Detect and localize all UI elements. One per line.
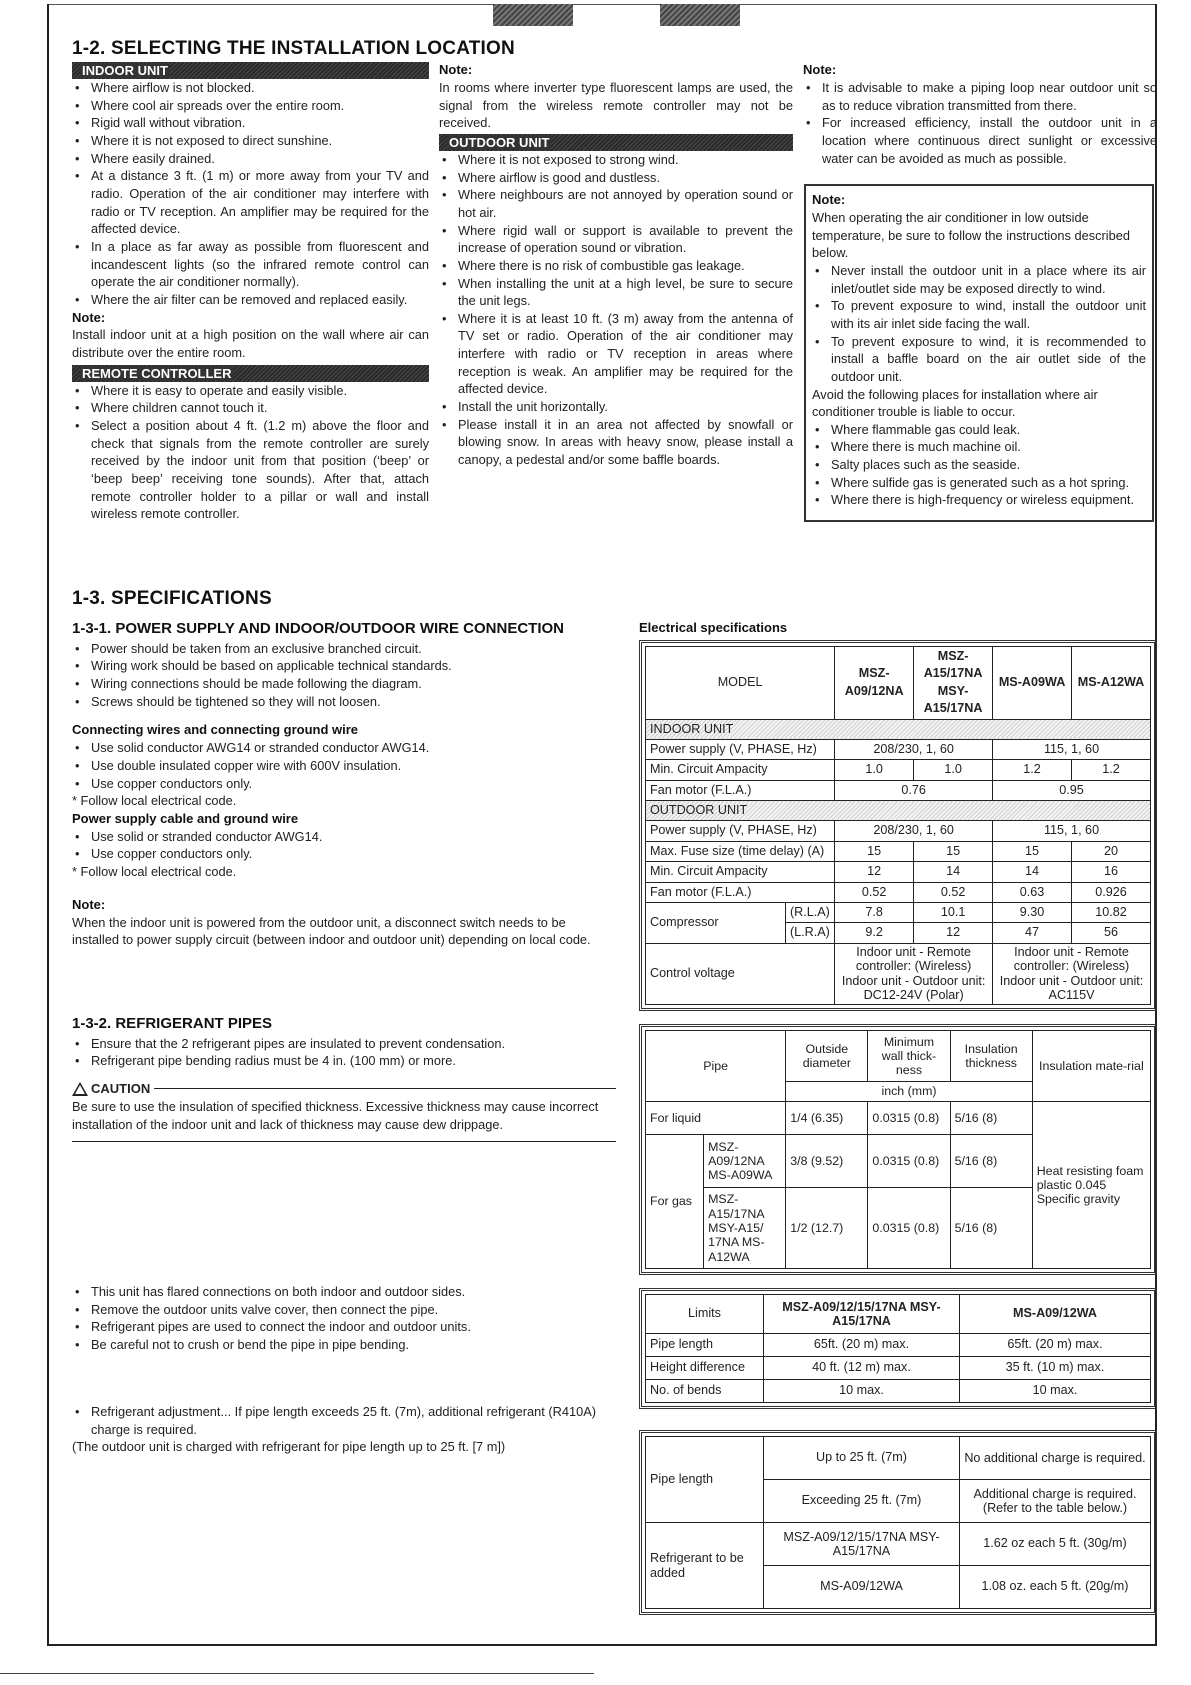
cell: 5/16 (8) — [950, 1188, 1032, 1269]
material-cell: Heat resisting foam plastic 0.045 Specific gravity — [1032, 1102, 1150, 1269]
top-rule — [49, 4, 1155, 5]
outdoor-unit-band: OUTDOOR UNIT — [646, 801, 1151, 821]
list-item: • Where sulfide gas is generated such as a hot spring. — [812, 474, 1146, 492]
section-1-2-title: 1-2. SELECTING THE INSTALLATION LOCATION — [72, 38, 515, 59]
note-text: When the indoor unit is powered from the outdoor unit, a disconnect switch needs to be installed to power supply circuit (between indoor and outdoor unit) depending on local code. — [72, 914, 591, 948]
cell: 35 ft. (10 m) max. — [960, 1357, 1151, 1380]
list-item: • Refrigerant pipe bending radius must be 4 in. (100 mm) or more. — [72, 1052, 616, 1070]
note-intro: When operating the air conditioner in low outside temperature, be sure to follow the instructions described below. — [812, 209, 1130, 261]
cell: Up to 25 ft. (7m) — [764, 1437, 960, 1480]
table-row — [646, 1334, 1151, 1357]
cell: 14 — [914, 862, 993, 882]
list-item: • Where the air filter can be removed and replaced easily. — [72, 291, 429, 309]
indoor-unit-band: INDOOR UNIT — [646, 719, 1151, 739]
pipe-table-frame — [639, 1024, 1157, 1275]
refrigerant-list — [72, 1035, 616, 1070]
cell: 47 — [993, 923, 1072, 943]
list-item: • Where cool air spreads over the entire room. — [72, 97, 429, 115]
list-item: • Where children cannot touch it. — [72, 399, 429, 417]
limits-header: Limits — [646, 1295, 764, 1334]
row-label: Control voltage — [646, 943, 835, 1004]
cell: 9.30 — [993, 902, 1072, 922]
cell: 1/4 (6.35) — [786, 1102, 868, 1135]
list-item: • Where flammable gas could leak. — [812, 421, 1146, 439]
list-item: • To prevent exposure to wind, install the outdoor unit with its air inlet side facing the wall. — [812, 297, 1146, 332]
note-avoid: Avoid the following places for installation where air conditioner trouble is liable to occur. — [812, 386, 1098, 420]
row-label: Max. Fuse size (time delay) (A) — [646, 841, 835, 861]
row-label: Height difference — [646, 1357, 764, 1380]
subsection-title: 1-3-1. POWER SUPPLY AND INDOOR/OUTDOOR WIRE CONNECTION — [72, 620, 564, 637]
list-item: • Ensure that the 2 refrigerant pipes are insulated to prevent condensation. — [72, 1035, 616, 1053]
list-item: • Where airflow is good and dustless. — [439, 169, 793, 187]
outdoor-unit-bar: OUTDOOR UNIT — [439, 134, 793, 151]
note-text: In rooms where inverter type fluorescent lamps are used, the signal from the wireless remote controller may not be received. — [439, 79, 793, 131]
table-row — [646, 882, 1151, 902]
note-heading: Note: — [72, 896, 106, 912]
list-item: • Where there is no risk of combustible gas leakage. — [439, 257, 793, 275]
table-row — [646, 902, 1151, 922]
cell: 1.2 — [1072, 760, 1151, 780]
list-item: • Use double insulated copper wire with 600V insulation. — [72, 757, 616, 775]
table-row — [646, 647, 1151, 720]
cell: 65ft. (20 m) max. — [764, 1334, 960, 1357]
low-temperature-note-box — [804, 184, 1154, 522]
cell: No additional charge is required. — [960, 1437, 1151, 1480]
connecting-list — [72, 739, 616, 792]
list-item: • Where there is much machine oil. — [812, 438, 1146, 456]
cell: 0.0315 (0.8) — [868, 1135, 950, 1188]
power-cable-list — [72, 828, 616, 863]
cell: 12 — [835, 862, 914, 882]
table-row — [646, 1031, 1151, 1082]
cell: 10 max. — [960, 1380, 1151, 1403]
list-item: • Use copper conductors only. — [72, 775, 616, 793]
list-item: • Where it is at least 10 ft. (3 m) away from the antenna of TV set or radio. Operation of the air conditioner may interfere with radio or TV reception in areas where reception is weak. An amplifier may be required for the affected device. — [439, 310, 793, 398]
table-row — [646, 943, 1151, 1004]
note-box-list — [812, 262, 1146, 386]
cell: 10.1 — [914, 902, 993, 922]
list-item: • Refrigerant adjustment... If pipe length exceeds 25 ft. (7m), additional refrigerant (R410A) charge is required. — [72, 1403, 616, 1438]
cell: 16 — [1072, 862, 1151, 882]
footnote: * Follow local electrical code. — [72, 793, 237, 809]
note-heading: Note: — [803, 62, 837, 77]
insulation-material-header: Insulation mate-rial — [1032, 1031, 1150, 1102]
warning-icon — [72, 1082, 88, 1096]
cell: 10.82 — [1072, 902, 1151, 922]
table-row — [646, 801, 1151, 821]
refrigerant-pipes-section — [72, 1014, 616, 1142]
header-tab-right — [660, 4, 740, 26]
note-column — [803, 61, 1157, 167]
list-item: • Where airflow is not blocked. — [72, 79, 429, 97]
model-cell: MSZ-A15/17NA MSY-A15/17NA — [914, 647, 993, 720]
list-item: • Use solid or stranded conductor AWG14. — [72, 828, 616, 846]
cell: 15 — [835, 841, 914, 861]
row-label: Pipe length — [646, 1334, 764, 1357]
note-heading: Note: — [72, 309, 106, 325]
pipe-header: Pipe — [646, 1031, 786, 1102]
cell: 7.8 — [835, 902, 914, 922]
row-label: Fan motor (F.L.A.) — [646, 882, 835, 902]
limits-table-frame — [639, 1288, 1157, 1409]
subsection-title: 1-3-2. REFRIGERANT PIPES — [72, 1015, 273, 1032]
cell: 115, 1, 60 — [993, 739, 1151, 759]
list-item: • Use solid conductor AWG14 or stranded conductor AWG14. — [72, 739, 616, 757]
power-supply-section — [72, 619, 616, 949]
cell: 0.0315 (0.8) — [868, 1188, 950, 1269]
cell: 208/230, 1, 60 — [835, 821, 993, 841]
row-label: Power supply (V, PHASE, Hz) — [646, 739, 835, 759]
cell: 12 — [914, 923, 993, 943]
list-item: • Please install it in an area not affected by snowfall or blowing snow. In areas with heavy snow, please install a canopy, a pedestal and/or some baffle boards. — [439, 416, 793, 469]
power-cable-heading: Power supply cable and ground wire — [72, 810, 299, 826]
liquid-label: For liquid — [646, 1102, 786, 1135]
cell: Indoor unit - Remote controller: (Wireless) Indoor unit - Outdoor unit: AC115V — [993, 943, 1151, 1004]
section-1-3-title: 1-3. SPECIFICATIONS — [72, 588, 272, 609]
list-item: • To prevent exposure to wind, it is recommended to install a baffle board on the air outlet side of the outdoor unit. — [812, 333, 1146, 386]
caution-text: Be sure to use the insulation of specified thickness. Excessive thickness may cause incorrect installation of the indoor unit and lack of thickness may cause dew drippage. — [72, 1098, 616, 1142]
cell: 20 — [1072, 841, 1151, 861]
limits-col-header: MS-A09/12WA — [960, 1295, 1151, 1334]
flare-section — [72, 1283, 616, 1354]
row-label: Refrigerant to be added — [646, 1523, 764, 1609]
cell: 0.76 — [835, 780, 993, 800]
insulation-thickness-header: Insulation thickness — [950, 1031, 1032, 1082]
electrical-spec-table — [645, 646, 1151, 1005]
footer-rule — [0, 1673, 594, 1674]
list-item: • Rigid wall without vibration. — [72, 114, 429, 132]
list-item: • For increased efficiency, install the outdoor unit in a location where continuous direct sunlight or excessive water can be avoided as much as possible. — [803, 114, 1157, 167]
table-row — [646, 760, 1151, 780]
table-row — [646, 1437, 1151, 1480]
cell: 208/230, 1, 60 — [835, 739, 993, 759]
cell: 5/16 (8) — [950, 1102, 1032, 1135]
list-item: • This unit has flared connections on both indoor and outdoor sides. — [72, 1283, 616, 1301]
list-item: • Where it is not exposed to strong wind. — [439, 151, 793, 169]
note-heading: Note: — [439, 62, 473, 77]
cell: 0.0315 (0.8) — [868, 1102, 950, 1135]
table-row — [646, 719, 1151, 739]
list-item: • At a distance 3 ft. (1 m) or more away from your TV and radio. Operation of the air conditioner may interfere with radio or TV reception. An amplifier may be required for the affected device. — [72, 167, 429, 238]
electrical-caption: Electrical specifications — [639, 620, 788, 635]
cell: 1.08 oz. each 5 ft. (20g/m) — [960, 1566, 1151, 1609]
limits-table — [645, 1294, 1151, 1403]
cell: MS-A09/12WA — [764, 1566, 960, 1609]
model-cell: MSZ-A09/12NA — [835, 647, 914, 720]
avoid-list — [812, 421, 1146, 509]
power-list — [72, 640, 616, 711]
note-list — [803, 79, 1157, 167]
caution-label: CAUTION — [91, 1081, 151, 1096]
list-item: • Refrigerant pipes are used to connect the indoor and outdoor units. — [72, 1318, 616, 1336]
model-cell: MS-A09WA — [993, 647, 1072, 720]
model-header: MODEL — [646, 647, 835, 720]
list-item: • Never install the outdoor unit in a place where its air inlet/outlet side may be exposed directly to wind. — [812, 262, 1146, 297]
list-item: • Where it is not exposed to direct sunshine. — [72, 132, 429, 150]
caution-rule — [154, 1088, 616, 1089]
sub-label: (L.R.A) — [785, 923, 834, 943]
table-row — [646, 821, 1151, 841]
cell: 1/2 (12.7) — [786, 1188, 868, 1269]
table-row — [646, 739, 1151, 759]
cell: 15 — [993, 841, 1072, 861]
cell: 3/8 (9.52) — [786, 1135, 868, 1188]
cell: 9.2 — [835, 923, 914, 943]
cell: 115, 1, 60 — [993, 821, 1151, 841]
cell: Additional charge is required. (Refer to the table below.) — [960, 1480, 1151, 1523]
list-item: • Wiring connections should be made following the diagram. — [72, 675, 616, 693]
list-item: • Where there is high-frequency or wireless equipment. — [812, 491, 1146, 509]
row-label: Fan motor (F.L.A.) — [646, 780, 835, 800]
list-item: • In a place as far away as possible from fluorescent and incandescent lights (so the infrared remote control can operate the air conditioner normally). — [72, 238, 429, 291]
list-item: • Salty places such as the seaside. — [812, 456, 1146, 474]
gas-label: For gas — [646, 1135, 704, 1269]
list-item: • Where rigid wall or support is available to prevent the increase of operation sound or vibration. — [439, 222, 793, 257]
table-row — [646, 1357, 1151, 1380]
indoor-unit-bar: INDOOR UNIT — [72, 62, 429, 79]
cell: 1.0 — [835, 760, 914, 780]
table-row — [646, 1295, 1151, 1334]
charge-table-frame — [639, 1430, 1157, 1615]
caution-header — [72, 1080, 616, 1098]
cell: 0.926 — [1072, 882, 1151, 902]
note-text: Install indoor unit at a high position on the wall where air can distribute over the entire room. — [72, 327, 429, 361]
list-item: • Select a position about 4 ft. (1.2 m) above the floor and check that signals from the remote controller are surely received by the indoor unit from that position (‘beep’ or ‘beep beep’ receiving tone sounds). After that, attach remote controller holder to a pillar or wall and install wireless remote controller. — [72, 417, 429, 523]
table-row — [646, 841, 1151, 861]
cell: 0.95 — [993, 780, 1151, 800]
cell: Exceeding 25 ft. (7m) — [764, 1480, 960, 1523]
charge-table — [645, 1436, 1151, 1609]
note-heading: Note: — [812, 192, 846, 207]
cell: MSZ-A09/12NA MS-A09WA — [704, 1135, 786, 1188]
list-item: • Where neighbours are not annoyed by operation sound or hot air. — [439, 186, 793, 221]
row-label: Power supply (V, PHASE, Hz) — [646, 821, 835, 841]
list-item: • When installing the unit at a high level, be sure to secure the unit legs. — [439, 275, 793, 310]
list-item: • Use copper conductors only. — [72, 845, 616, 863]
remote-list — [72, 382, 429, 523]
cell: 40 ft. (12 m) max. — [764, 1357, 960, 1380]
row-label: Min. Circuit Ampacity — [646, 862, 835, 882]
cell: MSZ-A15/17NA MSY-A15/ 17NA MS-A12WA — [704, 1188, 786, 1269]
remote-controller-bar: REMOTE CONTROLLER — [72, 365, 429, 382]
wall-thickness-header: Minimum wall thick-ness — [868, 1031, 950, 1082]
cell: 0.52 — [835, 882, 914, 902]
cell: Indoor unit - Remote controller: (Wireless) Indoor unit - Outdoor unit: DC12-24V (Polar) — [835, 943, 993, 1004]
adjust-list — [72, 1403, 616, 1438]
flare-list — [72, 1283, 616, 1354]
table-row — [646, 780, 1151, 800]
list-item: • Install the unit horizontally. — [439, 398, 793, 416]
indoor-list — [72, 79, 429, 309]
indoor-column — [72, 62, 429, 523]
row-label: Pipe length — [646, 1437, 764, 1523]
table-row — [646, 1102, 1151, 1135]
cell: 5/16 (8) — [950, 1135, 1032, 1188]
list-item: • Power should be taken from an exclusive branched circuit. — [72, 640, 616, 658]
table-row — [646, 862, 1151, 882]
cell: 1.2 — [993, 760, 1072, 780]
row-label: No. of bends — [646, 1380, 764, 1403]
cell: 1.62 oz each 5 ft. (30g/m) — [960, 1523, 1151, 1566]
cell: 56 — [1072, 923, 1151, 943]
list-item: • Wiring work should be based on applicable technical standards. — [72, 657, 616, 675]
cell: 15 — [914, 841, 993, 861]
connecting-wires-heading: Connecting wires and connecting ground wire — [72, 722, 359, 738]
outdoor-list — [439, 151, 793, 469]
list-item: • It is advisable to make a piping loop near outdoor unit so as to reduce vibration transmitted from there. — [803, 79, 1157, 114]
sub-label: (R.L.A) — [785, 902, 834, 922]
row-label: Min. Circuit Ampacity — [646, 760, 835, 780]
limits-col-header: MSZ-A09/12/15/17NA MSY-A15/17NA — [764, 1295, 960, 1334]
cell: 14 — [993, 862, 1072, 882]
header-tab-left — [493, 4, 573, 26]
cell: 65ft. (20 m) max. — [960, 1334, 1151, 1357]
cell: 1.0 — [914, 760, 993, 780]
model-cell: MS-A12WA — [1072, 647, 1151, 720]
outside-diameter-header: Outside diameter — [786, 1031, 868, 1082]
footnote: * Follow local electrical code. — [72, 864, 237, 880]
cell: 0.63 — [993, 882, 1072, 902]
unit-label: inch (mm) — [786, 1082, 1032, 1102]
electrical-spec-table-frame — [639, 640, 1157, 1011]
list-item: • Screws should be tightened so they will not loosen. — [72, 693, 616, 711]
list-item: • Be careful not to crush or bend the pipe in pipe bending. — [72, 1336, 616, 1354]
adjust-footnote: (The outdoor unit is charged with refrigerant for pipe length up to 25 ft. [7 m]) — [72, 1439, 506, 1455]
list-item: • Remove the outdoor units valve cover, then connect the pipe. — [72, 1301, 616, 1319]
outdoor-column — [439, 61, 793, 469]
list-item: • Where easily drained. — [72, 150, 429, 168]
adjust-section — [72, 1403, 616, 1456]
cell: MSZ-A09/12/15/17NA MSY-A15/17NA — [764, 1523, 960, 1566]
row-label: Compressor — [646, 902, 786, 943]
cell: 0.52 — [914, 882, 993, 902]
table-row — [646, 1380, 1151, 1403]
list-item: • Where it is easy to operate and easily visible. — [72, 382, 429, 400]
table-row — [646, 1523, 1151, 1566]
pipe-table — [645, 1030, 1151, 1269]
cell: 10 max. — [764, 1380, 960, 1403]
